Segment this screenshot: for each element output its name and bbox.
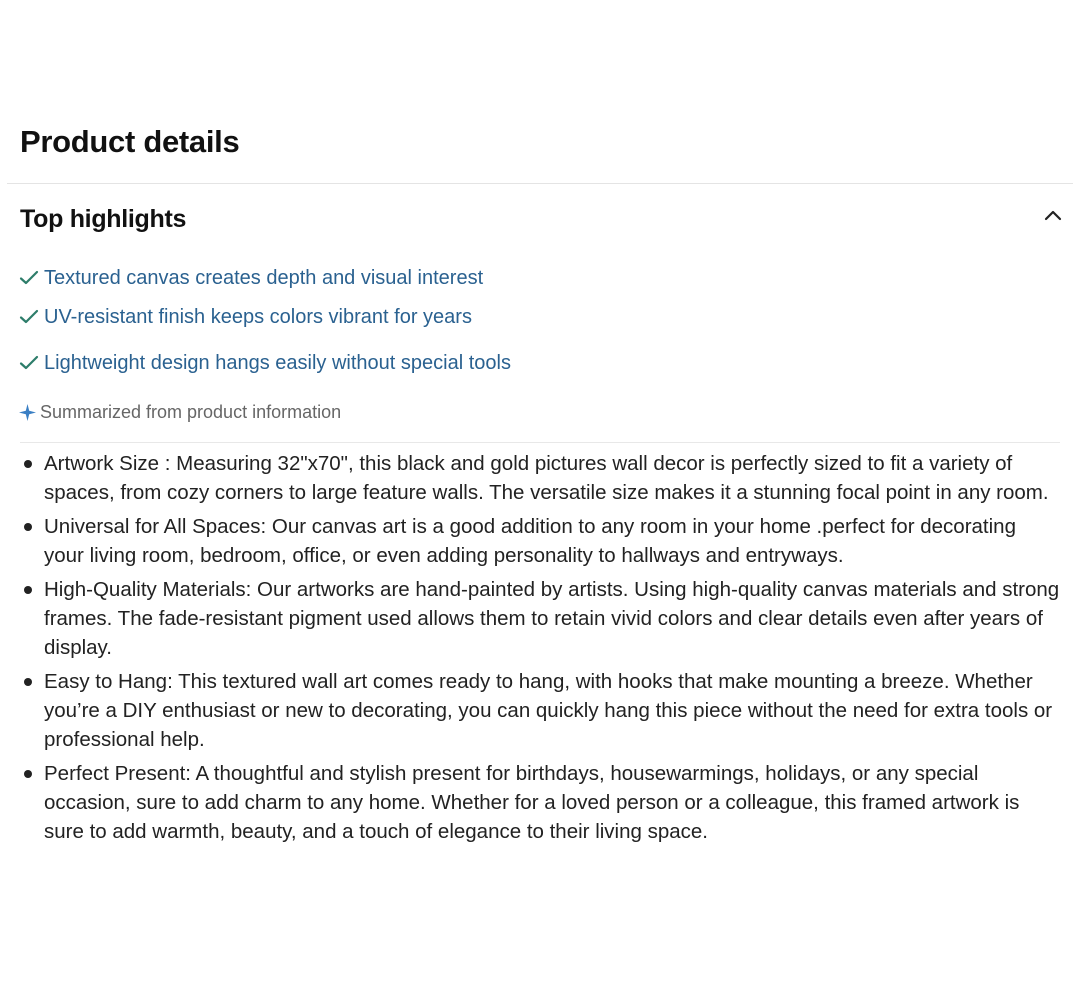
list-item: High-Quality Materials: Our artworks are hand-painted by artists. Using high-quality canvas materials and strong frames. The fade-resistant pigment used allows them to retain vivid colors and clear details even after years of display. <box>20 575 1060 662</box>
highlights-list <box>19 262 511 386</box>
summary-text: Summarized from product information <box>40 402 342 422</box>
top-highlights-header[interactable] <box>0 200 1080 244</box>
check-icon <box>19 307 41 327</box>
section-title: Top highlights <box>20 205 187 233</box>
divider <box>20 442 1060 443</box>
product-details-list <box>20 449 1060 851</box>
divider <box>7 183 1073 184</box>
list-item: Universal for All Spaces: Our canvas art is a good addition to any room in your home .perfect for decorating your living room, bedroom, office, or even adding personality to hallways and entryways. <box>20 512 1060 570</box>
list-item: Perfect Present: A thoughtful and stylish present for birthdays, housewarmings, holidays, or any special occasion, sure to add charm to any home. Whether for a loved person or a colleague, this framed artwork is sure to add warmth, beauty, and a touch of elegance to their living space. <box>20 759 1060 846</box>
highlight-text: UV-resistant finish keeps colors vibrant for years <box>44 305 472 328</box>
list-item: Artwork Size : Measuring 32"x70", this black and gold pictures wall decor is perfectly sized to fit a variety of spaces, from cozy corners to large feature walls. The versatile size makes it a stunning focal point in any room. <box>20 449 1060 507</box>
summary-note <box>19 402 341 423</box>
highlight-item <box>19 262 511 294</box>
collapse-button[interactable] <box>1040 202 1066 228</box>
highlight-item <box>19 340 511 386</box>
list-item: Easy to Hang: This textured wall art comes ready to hang, with hooks that make mounting a breeze. Whether you’re a DIY enthusiast or new to decorating, you can quickly hang this piece without the need for extra tools or professional help. <box>20 667 1060 754</box>
page-title: Product details <box>20 124 240 159</box>
check-icon <box>19 353 41 373</box>
highlight-text: Textured canvas creates depth and visual interest <box>44 266 484 289</box>
chevron-up-icon <box>1043 208 1063 222</box>
check-icon <box>19 268 41 288</box>
highlight-text: Lightweight design hangs easily without special tools <box>44 351 511 374</box>
highlight-item <box>19 294 511 340</box>
sparkle-icon <box>19 404 37 422</box>
